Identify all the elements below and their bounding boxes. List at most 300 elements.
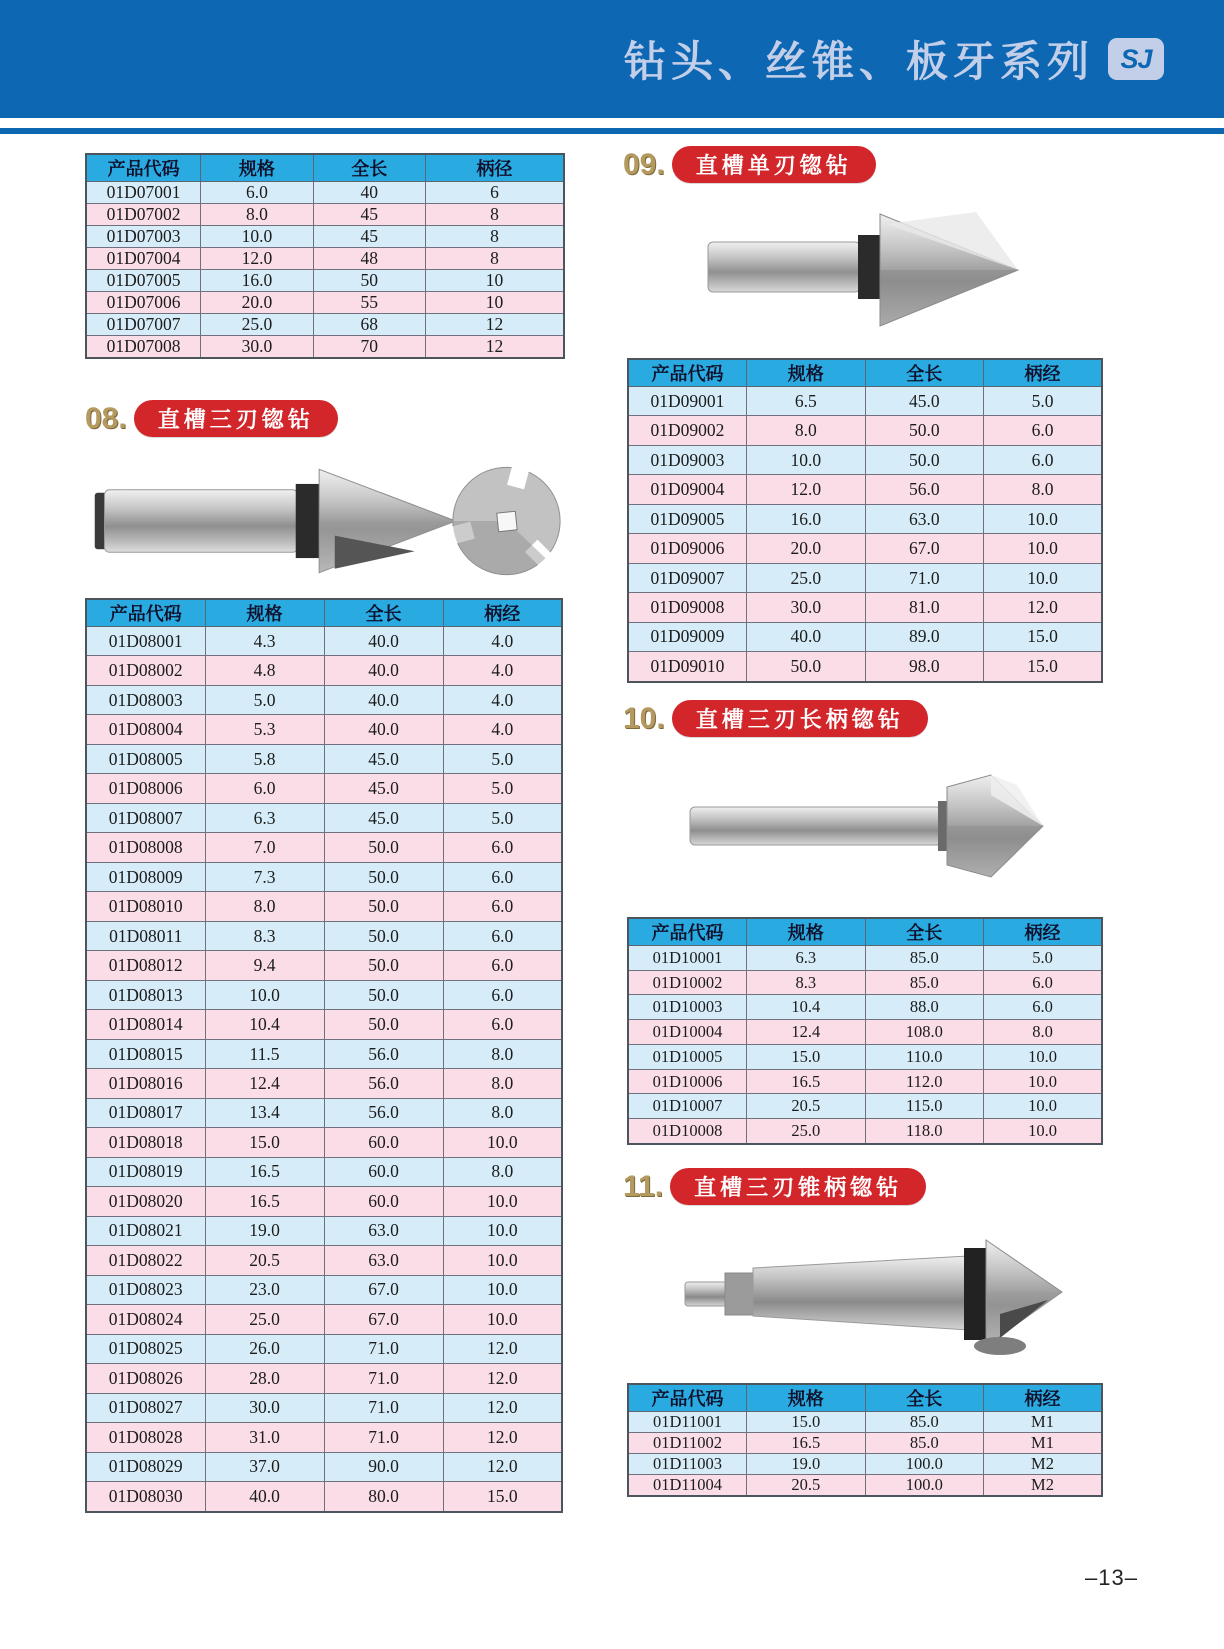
table-row <box>86 270 564 292</box>
table-cell: 50.0 <box>324 980 443 1009</box>
table-cell: 12.0 <box>443 1364 562 1393</box>
brand-logo-text: SJ <box>1120 43 1152 74</box>
table-row <box>628 387 1102 416</box>
table-header-row <box>86 154 564 182</box>
table-cell: 63.0 <box>324 1216 443 1245</box>
table-cell: 5.0 <box>443 774 562 803</box>
table-cell: 15.0 <box>205 1128 324 1157</box>
table-cell: 40 <box>313 182 425 204</box>
table-cell: 11.5 <box>205 1039 324 1068</box>
table-cell: 50.0 <box>324 951 443 980</box>
table-row <box>86 292 564 314</box>
table-row <box>86 248 564 270</box>
table-cell: 50.0 <box>324 921 443 950</box>
column-header: 柄经 <box>984 918 1103 946</box>
table-cell: 6.0 <box>443 980 562 1009</box>
table-row <box>628 995 1102 1020</box>
table-cell: 7.0 <box>205 833 324 862</box>
table-cell: 6.0 <box>443 921 562 950</box>
table-cell: 01D10005 <box>628 1044 747 1069</box>
table-row <box>86 1128 562 1157</box>
table-cell: 25.0 <box>747 1119 866 1144</box>
table-cell: 01D10006 <box>628 1069 747 1094</box>
table-row <box>86 744 562 773</box>
table-cell: 50.0 <box>324 862 443 891</box>
table-row <box>86 1364 562 1393</box>
table-row <box>86 1482 562 1512</box>
table-row <box>86 314 564 336</box>
table-cell: 01D08011 <box>86 921 205 950</box>
table-cell: 15.0 <box>984 622 1103 651</box>
table-row <box>86 1452 562 1481</box>
table-row <box>86 803 562 832</box>
table-cell: 10.0 <box>201 226 313 248</box>
table-cell: 12.0 <box>747 475 866 504</box>
table-cell: 6 <box>425 182 564 204</box>
table-cell: 01D08002 <box>86 656 205 685</box>
table-cell: 01D08016 <box>86 1069 205 1098</box>
table-cell: 8.0 <box>443 1157 562 1186</box>
section-number: 08. <box>85 401 127 435</box>
table-cell: 112.0 <box>865 1069 984 1094</box>
table-cell: 20.0 <box>201 292 313 314</box>
table-cell: 19.0 <box>747 1454 866 1475</box>
table-cell: 01D08009 <box>86 862 205 891</box>
table-header-row <box>628 918 1102 946</box>
table-cell: 16.5 <box>747 1433 866 1454</box>
table-row <box>86 951 562 980</box>
table-row <box>628 445 1102 474</box>
table-cell: 19.0 <box>205 1216 324 1245</box>
table-row <box>86 656 562 685</box>
table-cell: 100.0 <box>865 1454 984 1475</box>
table-cell: 12.4 <box>747 1020 866 1045</box>
table-cell: 8.0 <box>201 204 313 226</box>
table-cell: 01D08019 <box>86 1157 205 1186</box>
table-cell: 6.0 <box>443 951 562 980</box>
table-cell: 01D08024 <box>86 1305 205 1334</box>
table-cell: M1 <box>984 1433 1103 1454</box>
table-cell: 01D10007 <box>628 1094 747 1119</box>
table-cell: 01D09001 <box>628 387 747 416</box>
table-cell: 10.0 <box>443 1275 562 1304</box>
table-cell: 01D10008 <box>628 1119 747 1144</box>
table-cell: 01D08018 <box>86 1128 205 1157</box>
table-cell: 16.5 <box>205 1187 324 1216</box>
table-cell: 118.0 <box>865 1119 984 1144</box>
table-cell: 4.0 <box>443 627 562 656</box>
table-cell: 71.0 <box>865 563 984 592</box>
table-row <box>86 1423 562 1452</box>
table-row <box>86 715 562 744</box>
section-10-heading <box>623 700 928 737</box>
table-cell: 6.0 <box>984 416 1103 445</box>
table-cell: 71.0 <box>324 1393 443 1422</box>
table-cell: 25.0 <box>747 563 866 592</box>
table-cell: 10.0 <box>443 1216 562 1245</box>
table-row <box>628 475 1102 504</box>
header-band <box>0 0 1224 118</box>
table-row <box>628 1094 1102 1119</box>
column-header: 全长 <box>865 1384 984 1412</box>
table-cell: 56.0 <box>865 475 984 504</box>
table-cell: 10.0 <box>443 1246 562 1275</box>
table-cell: 7.3 <box>205 862 324 891</box>
table-cell: 8 <box>425 226 564 248</box>
table-cell: 6.0 <box>443 862 562 891</box>
product-table-01d09 <box>627 358 1103 683</box>
table-cell: 25.0 <box>201 314 313 336</box>
table-cell: 01D08014 <box>86 1010 205 1039</box>
table-cell: 50.0 <box>865 445 984 474</box>
table-row <box>86 1334 562 1363</box>
table-cell: 01D08007 <box>86 803 205 832</box>
table-row <box>628 946 1102 971</box>
table-cell: 80.0 <box>324 1482 443 1512</box>
table-row <box>628 1020 1102 1045</box>
table-row <box>86 1393 562 1422</box>
section-title-pill: 直槽单刃锪钻 <box>672 146 876 183</box>
table-cell: 01D07008 <box>86 336 201 359</box>
table-cell: 01D09007 <box>628 563 747 592</box>
column-header: 规格 <box>747 359 866 387</box>
table-cell: 12.0 <box>443 1393 562 1422</box>
table-cell: 10.0 <box>984 563 1103 592</box>
table-cell: 01D07004 <box>86 248 201 270</box>
table-cell: 01D10001 <box>628 946 747 971</box>
table-cell: 85.0 <box>865 1433 984 1454</box>
table-cell: 5.3 <box>205 715 324 744</box>
table-cell: 85.0 <box>865 970 984 995</box>
table-cell: 15.0 <box>443 1482 562 1512</box>
table-cell: 4.8 <box>205 656 324 685</box>
figure-three-flute-countersink <box>85 442 565 600</box>
column-header: 全长 <box>865 918 984 946</box>
table-cell: 8.0 <box>747 416 866 445</box>
table-row <box>86 862 562 891</box>
table-cell: 25.0 <box>205 1305 324 1334</box>
table-row <box>86 1187 562 1216</box>
table-cell: 16.0 <box>747 504 866 533</box>
table-cell: 01D08021 <box>86 1216 205 1245</box>
table-cell: 01D09009 <box>628 622 747 651</box>
table-cell: 6.0 <box>201 182 313 204</box>
table-cell: 5.0 <box>205 685 324 714</box>
table-cell: 50.0 <box>324 833 443 862</box>
table-cell: 01D08028 <box>86 1423 205 1452</box>
table-cell: 31.0 <box>205 1423 324 1452</box>
table-cell: 40.0 <box>324 656 443 685</box>
table-cell: 01D11004 <box>628 1475 747 1497</box>
table-cell: 01D09005 <box>628 504 747 533</box>
table-cell: 01D09006 <box>628 534 747 563</box>
column-header: 全长 <box>324 599 443 627</box>
table-cell: 01D08006 <box>86 774 205 803</box>
table-cell: 60.0 <box>324 1157 443 1186</box>
table-row <box>86 1216 562 1245</box>
section-number: 10. <box>623 701 665 735</box>
table-row <box>86 1246 562 1275</box>
table-cell: M2 <box>984 1475 1103 1497</box>
table-row <box>628 1069 1102 1094</box>
table-cell: 20.5 <box>747 1094 866 1119</box>
table-cell: 10.0 <box>747 445 866 474</box>
table-cell: 01D08026 <box>86 1364 205 1393</box>
table-row <box>86 336 564 359</box>
table-cell: 40.0 <box>205 1482 324 1512</box>
table-cell: 110.0 <box>865 1044 984 1069</box>
table-cell: 8.0 <box>984 1020 1103 1045</box>
table-row <box>86 627 562 656</box>
table-row <box>628 416 1102 445</box>
table-cell: 9.4 <box>205 951 324 980</box>
table-cell: 20.5 <box>205 1246 324 1275</box>
table-cell: 10.0 <box>443 1128 562 1157</box>
table-cell: 12.0 <box>201 248 313 270</box>
table-cell: 20.5 <box>747 1475 866 1497</box>
table-cell: 6.0 <box>205 774 324 803</box>
table-cell: 01D08010 <box>86 892 205 921</box>
table-cell: 12 <box>425 336 564 359</box>
figure-taper-shank-countersink <box>670 1218 1070 1363</box>
column-header: 柄径 <box>425 154 564 182</box>
table-cell: 10.4 <box>747 995 866 1020</box>
table-cell: 8.0 <box>443 1069 562 1098</box>
table-cell: 6.5 <box>747 387 866 416</box>
table-cell: 01D08023 <box>86 1275 205 1304</box>
table-cell: 01D08015 <box>86 1039 205 1068</box>
table-cell: 01D11001 <box>628 1412 747 1433</box>
table-cell: 89.0 <box>865 622 984 651</box>
table-row <box>86 1305 562 1334</box>
table-cell: 10.0 <box>443 1305 562 1334</box>
section-09-heading <box>623 146 876 183</box>
table-cell: 12.0 <box>443 1452 562 1481</box>
table-header-row <box>628 1384 1102 1412</box>
table-cell: 10.0 <box>984 1094 1103 1119</box>
table-cell: 20.0 <box>747 534 866 563</box>
table-cell: 56.0 <box>324 1039 443 1068</box>
table-cell: 50.0 <box>324 892 443 921</box>
table-cell: 01D10004 <box>628 1020 747 1045</box>
table-cell: 01D07005 <box>86 270 201 292</box>
product-table-01d08 <box>85 598 563 1513</box>
table-cell: 15.0 <box>984 652 1103 682</box>
table-cell: 01D08030 <box>86 1482 205 1512</box>
table-cell: 6.0 <box>984 995 1103 1020</box>
table-cell: 10.0 <box>984 1119 1103 1144</box>
table-cell: 01D11003 <box>628 1454 747 1475</box>
figure-long-shank-countersink <box>675 755 1075 895</box>
table-cell: 4.0 <box>443 656 562 685</box>
table-cell: 56.0 <box>324 1069 443 1098</box>
table-row <box>86 226 564 248</box>
table-cell: 01D11002 <box>628 1433 747 1454</box>
column-header: 柄经 <box>984 1384 1103 1412</box>
table-cell: 23.0 <box>205 1275 324 1304</box>
table-cell: 63.0 <box>324 1246 443 1275</box>
table-row <box>628 1454 1102 1475</box>
table-cell: 15.0 <box>747 1044 866 1069</box>
product-table-01d11 <box>627 1383 1103 1497</box>
table-row <box>86 1157 562 1186</box>
table-cell: 13.4 <box>205 1098 324 1127</box>
table-cell: 45.0 <box>324 803 443 832</box>
table-cell: 5.8 <box>205 744 324 773</box>
table-cell: 01D08025 <box>86 1334 205 1363</box>
column-header: 柄经 <box>984 359 1103 387</box>
table-cell: 12 <box>425 314 564 336</box>
table-cell: 01D08013 <box>86 980 205 1009</box>
table-row <box>628 970 1102 995</box>
table-cell: 5.0 <box>443 803 562 832</box>
table-cell: 01D07001 <box>86 182 201 204</box>
product-table-01d10 <box>627 917 1103 1145</box>
table-row <box>86 1010 562 1039</box>
table-row <box>628 504 1102 533</box>
table-cell: 90.0 <box>324 1452 443 1481</box>
table-row <box>86 833 562 862</box>
table-cell: 01D08008 <box>86 833 205 862</box>
table-row <box>86 1039 562 1068</box>
table-row <box>86 182 564 204</box>
table-cell: 6.0 <box>443 1010 562 1039</box>
table-cell: 8.0 <box>984 475 1103 504</box>
table-cell: 85.0 <box>865 1412 984 1433</box>
table-row <box>86 204 564 226</box>
table-cell: 16.5 <box>205 1157 324 1186</box>
table-cell: 50.0 <box>324 1010 443 1039</box>
table-cell: 115.0 <box>865 1094 984 1119</box>
table-cell: 12.0 <box>984 593 1103 622</box>
table-cell: 71.0 <box>324 1364 443 1393</box>
column-header: 全长 <box>313 154 425 182</box>
table-cell: 01D08020 <box>86 1187 205 1216</box>
table-row <box>86 1098 562 1127</box>
table-cell: 55 <box>313 292 425 314</box>
table-cell: 67.0 <box>324 1305 443 1334</box>
column-header: 产品代码 <box>86 154 201 182</box>
table-cell: 01D08003 <box>86 685 205 714</box>
table-cell: 81.0 <box>865 593 984 622</box>
table-cell: 8.0 <box>443 1039 562 1068</box>
brand-logo <box>1108 38 1164 80</box>
table-cell: 10 <box>425 270 564 292</box>
column-header: 规格 <box>747 1384 866 1412</box>
table-row <box>86 921 562 950</box>
table-cell: 8 <box>425 248 564 270</box>
table-cell: 10.4 <box>205 1010 324 1039</box>
table-cell: 30.0 <box>205 1393 324 1422</box>
table-cell: 10.0 <box>205 980 324 1009</box>
table-cell: 10.0 <box>984 534 1103 563</box>
table-cell: 8.3 <box>747 970 866 995</box>
table-cell: 45 <box>313 226 425 248</box>
table-cell: 10.0 <box>443 1187 562 1216</box>
table-cell: 4.0 <box>443 715 562 744</box>
section-11-heading <box>623 1168 926 1205</box>
table-header-row <box>628 359 1102 387</box>
table-cell: 16.0 <box>201 270 313 292</box>
table-cell: 01D10002 <box>628 970 747 995</box>
table-cell: 8.3 <box>205 921 324 950</box>
table-cell: 8 <box>425 204 564 226</box>
table-cell: 56.0 <box>324 1098 443 1127</box>
table-cell: 16.5 <box>747 1069 866 1094</box>
table-cell: 6.3 <box>747 946 866 971</box>
table-cell: 68 <box>313 314 425 336</box>
table-cell: 50.0 <box>865 416 984 445</box>
table-row <box>86 1275 562 1304</box>
table-cell: 5.0 <box>443 744 562 773</box>
column-header: 全长 <box>865 359 984 387</box>
table-cell: 40.0 <box>324 715 443 744</box>
table-cell: 37.0 <box>205 1452 324 1481</box>
table-cell: 6.3 <box>205 803 324 832</box>
table-row <box>86 1069 562 1098</box>
table-cell: 63.0 <box>865 504 984 533</box>
table-cell: 4.3 <box>205 627 324 656</box>
table-cell: 67.0 <box>865 534 984 563</box>
table-row <box>628 1412 1102 1433</box>
table-row <box>628 563 1102 592</box>
table-cell: 01D07006 <box>86 292 201 314</box>
table-cell: 67.0 <box>324 1275 443 1304</box>
table-cell: 8.0 <box>443 1098 562 1127</box>
table-cell: 45 <box>313 204 425 226</box>
table-cell: 15.0 <box>747 1412 866 1433</box>
table-cell: 100.0 <box>865 1475 984 1497</box>
column-header: 产品代码 <box>628 918 747 946</box>
page-title: 钻头、丝锥、板牙系列 <box>623 38 1094 85</box>
table-cell: 01D08029 <box>86 1452 205 1481</box>
table-cell: 40.0 <box>747 622 866 651</box>
table-cell: 26.0 <box>205 1334 324 1363</box>
table-row <box>628 1475 1102 1497</box>
table-cell: 12.0 <box>443 1423 562 1452</box>
table-cell: 8.0 <box>205 892 324 921</box>
table-cell: 01D09008 <box>628 593 747 622</box>
table-header-row <box>86 599 562 627</box>
table-row <box>628 622 1102 651</box>
table-cell: 40.0 <box>324 685 443 714</box>
table-row <box>86 685 562 714</box>
table-row <box>628 1433 1102 1454</box>
table-cell: 01D07003 <box>86 226 201 248</box>
header-divider-rule <box>0 128 1224 134</box>
table-cell: 30.0 <box>747 593 866 622</box>
product-table-01d07 <box>85 153 565 359</box>
table-cell: 01D08027 <box>86 1393 205 1422</box>
table-cell: 70 <box>313 336 425 359</box>
table-cell: 4.0 <box>443 685 562 714</box>
table-cell: 6.0 <box>984 445 1103 474</box>
section-title-pill: 直槽三刃锪钻 <box>134 400 338 437</box>
column-header: 产品代码 <box>628 1384 747 1412</box>
table-cell: 45.0 <box>324 774 443 803</box>
table-cell: 28.0 <box>205 1364 324 1393</box>
column-header: 产品代码 <box>628 359 747 387</box>
table-cell: 12.0 <box>443 1334 562 1363</box>
table-cell: 01D09003 <box>628 445 747 474</box>
table-cell: 6.0 <box>984 970 1103 995</box>
table-row <box>628 1119 1102 1144</box>
table-cell: M1 <box>984 1412 1103 1433</box>
table-cell: 98.0 <box>865 652 984 682</box>
column-header: 产品代码 <box>86 599 205 627</box>
column-header: 柄经 <box>443 599 562 627</box>
table-cell: 71.0 <box>324 1334 443 1363</box>
